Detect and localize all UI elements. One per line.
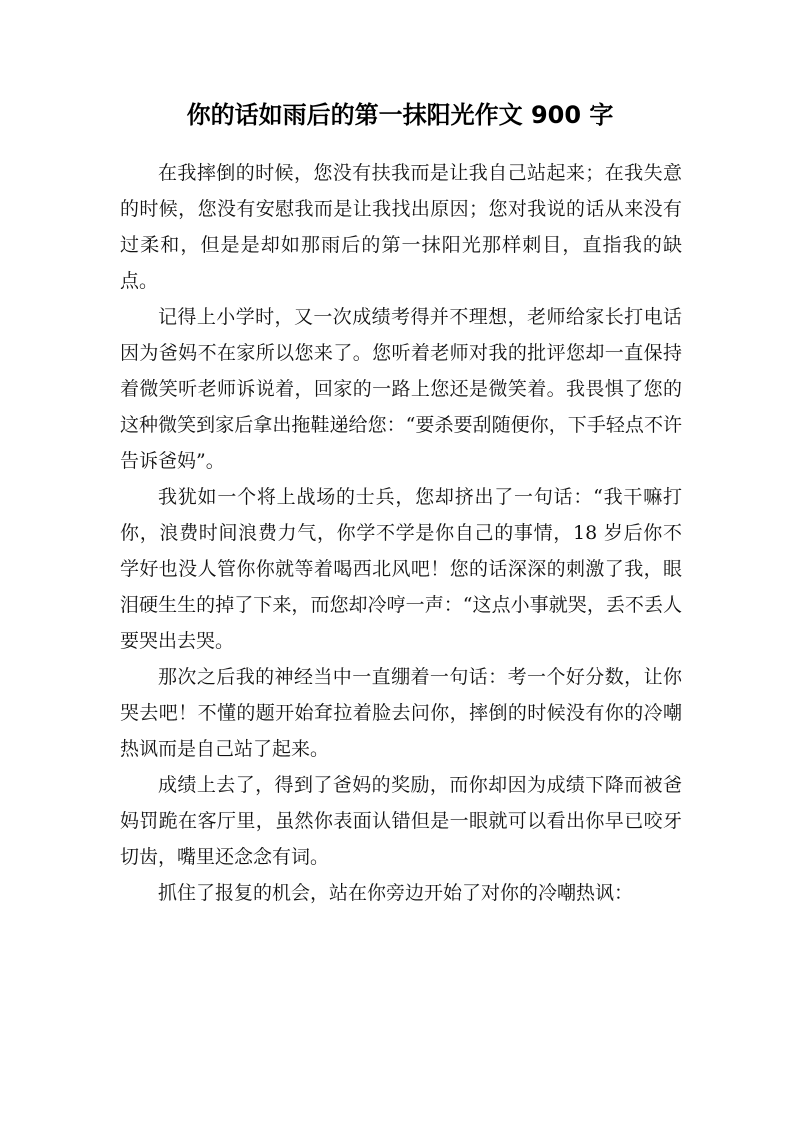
- paragraph: 抓住了报复的机会，站在你旁边开始了对你的冷嘲热讽：: [158, 882, 634, 904]
- paragraph: 在我摔倒的时候，您没有扶我而是让我自己站起来；在我失意的时候，您没有安慰我而是让我找出原因；您对我说的话从来没有过柔和，但是是却如那雨后的第一抹阳光那样刺目，直指我的缺点。: [120, 162, 682, 292]
- paragraph: 我犹如一个将上战场的士兵，您却挤出了一句话：“我干嘛打你，浪费时间浪费力气，你学不学是你自己的事情，18 岁后你不学好也没人管你你就等着喝西北风吧！您的话深深的刺激了我，眼泪硬生生的掉了下来，而您却冷哼一声：“这点小事就哭，丢不丢人要哭出去哭。: [120, 486, 682, 652]
- paragraph: 那次之后我的神经当中一直绷着一句话：考一个好分数，让你哭去吧！不懂的题开始耷拉着脸去问你，摔倒的时候没有你的冷嘲热讽而是自己站了起来。: [120, 666, 682, 760]
- paragraph: 记得上小学时，又一次成绩考得并不理想，老师给家长打电话因为爸妈不在家所以您来了。您听着老师对我的批评您却一直保持着微笑听老师诉说着，回家的一路上您还是微笑着。我畏惧了您的这种微笑到家后拿出拖鞋递给您：“要杀要刮随便你，下手轻点不许告诉爸妈”。: [120, 306, 682, 472]
- document-body: [120, 155, 682, 911]
- document-title: 你的话如雨后的第一抹阳光作文 900 字: [186, 101, 614, 129]
- paragraph: 成绩上去了，得到了爸妈的奖励，而你却因为成绩下降而被爸妈罚跪在客厅里，虽然你表面认错但是一眼就可以看出你早已咬牙切齿，嘴里还念念有词。: [120, 774, 682, 868]
